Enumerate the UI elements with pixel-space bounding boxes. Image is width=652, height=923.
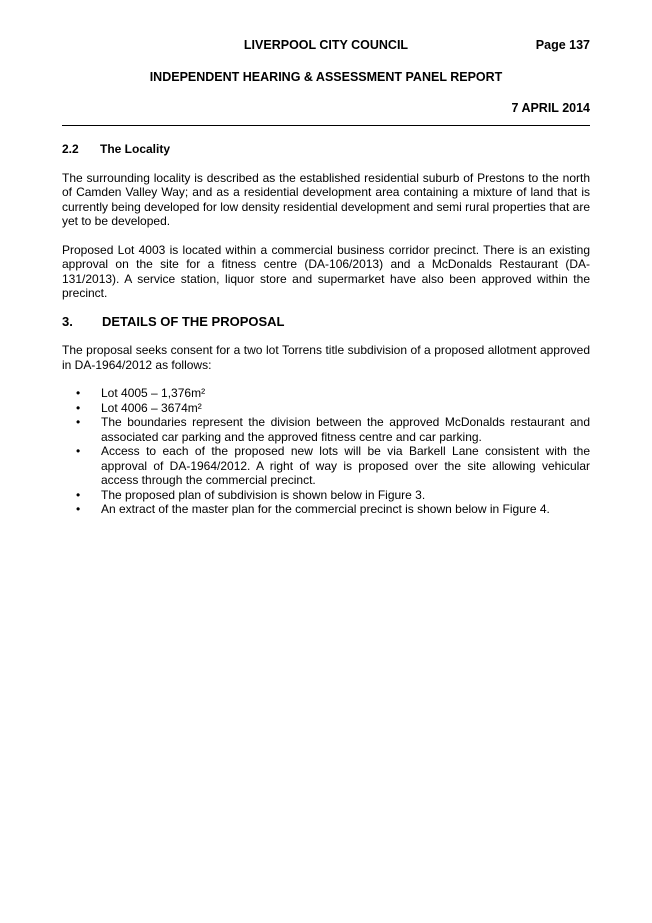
report-title: INDEPENDENT HEARING & ASSESSMENT PANEL REPORT (149, 70, 503, 84)
proposal-intro: The proposal seeks consent for a two lot Torrens title subdivision of a proposed allotment approved in DA-1964/2012 as follows: (62, 343, 590, 372)
section-heading-proposal (62, 315, 590, 330)
section-number: 3. (62, 313, 73, 329)
bullet-icon: • (76, 386, 81, 400)
list-item-text: Lot 4005 – 1,376m² (101, 386, 206, 400)
section-heading-locality (62, 142, 590, 157)
page-number: Page 137 (535, 38, 590, 52)
proposal-bullet-list (62, 386, 590, 517)
list-item (62, 488, 590, 503)
list-item (62, 502, 590, 517)
list-item (62, 415, 590, 444)
section-title: DETAILS OF THE PROPOSAL (102, 313, 285, 329)
locality-paragraph: Proposed Lot 4003 is located within a commercial business corridor precinct. There is an existing approval on the site for a fitness centre (DA-106/2013) and a McDonalds Restaurant (DA-131/2013). A service station, liquor store and supermarket have also been approved within the precinct. (62, 242, 590, 300)
list-item-text: The boundaries represent the division between the approved McDonalds restaurant and associated car parking and the approved fitness centre and car parking. (101, 415, 590, 444)
list-item-text: An extract of the master plan for the commercial precinct is shown below in Figure 4. (101, 502, 550, 516)
report-date: 7 APRIL 2014 (511, 101, 590, 115)
list-item (62, 386, 590, 401)
list-item-text: Lot 4006 – 3674m² (101, 400, 202, 415)
list-item (62, 401, 590, 416)
bullet-icon: • (76, 502, 81, 516)
header-divider (62, 125, 590, 126)
bullet-icon: • (76, 444, 81, 458)
council-name: LIVERPOOL CITY COUNCIL (243, 38, 409, 52)
report-body (62, 142, 590, 517)
section-title: The Locality (100, 142, 171, 156)
bullet-icon: • (76, 400, 81, 415)
section-number: 2.2 (62, 142, 79, 156)
bullet-icon: • (76, 415, 81, 429)
locality-paragraph: The surrounding locality is described as the established residential suburb of Prestons to the north of Camden Valley Way; and as a residential development area containing a mixture of land that is currently being developed for low density residential development and semi rural properties that are yet to be developed. (62, 170, 590, 228)
bullet-icon: • (76, 487, 81, 502)
list-item (62, 444, 590, 488)
list-item-text: The proposed plan of subdivision is shown below in Figure 3. (101, 487, 426, 502)
list-item-text: Access to each of the proposed new lots will be via Barkell Lane consistent with the approval of DA-1964/2012. A right of way is proposed over the site allowing vehicular access through the commercial precinct. (101, 444, 590, 487)
